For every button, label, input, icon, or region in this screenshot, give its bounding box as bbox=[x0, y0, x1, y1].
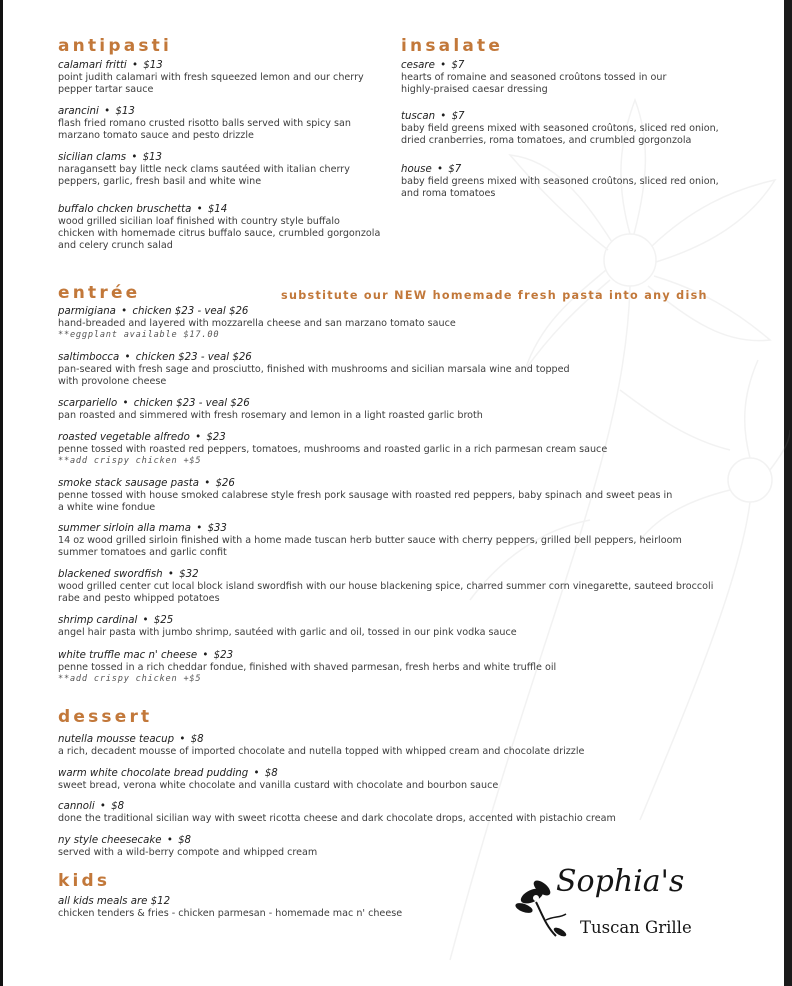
item-description: penne tossed with roasted red peppers, tomatoes, mushrooms and roasted garlic in a rich parmesan cream sauce bbox=[58, 444, 608, 455]
item-name: house bbox=[401, 164, 432, 175]
item-description: 14 oz wood grilled sirloin finished with a home made tuscan herb butter sauce with cherry peppers, grilled bell peppers, heirloom summer tomatoes and garlic confit bbox=[58, 535, 682, 559]
item-name: cesare bbox=[401, 60, 435, 71]
item-description: served with a wild-berry compote and whipped cream bbox=[58, 847, 318, 858]
item-description: chicken tenders & fries - chicken parmesan - homemade mac n' cheese bbox=[58, 908, 403, 919]
item-description: naragansett bay little neck clams sautéed with italian cherry peppers, garlic, fresh basil and white wine bbox=[58, 164, 350, 188]
insalate-heading: insalate bbox=[401, 36, 504, 56]
menu-item: warm white chocolate bread pudding • $8 sweet bread, verona white chocolate and vanilla custard with chocolate and bourbon sauce bbox=[58, 768, 499, 791]
item-description: penne tossed with house smoked calabrese style fresh pork sausage with roasted red peppers, baby spinach and sweet peas in a white wine fondue bbox=[58, 490, 673, 514]
item-price: $8 bbox=[264, 768, 278, 779]
item-price: $33 bbox=[207, 523, 227, 534]
menu-item: cesare • $7 hearts of romaine and seasoned croûtons tossed in our highly-praised caesar dressing bbox=[401, 60, 667, 96]
menu-item: arancini • $13 flash fried romano crusted risotto balls served with spicy san marzano tomato sauce and pesto drizzle bbox=[58, 106, 351, 142]
menu-item: saltimbocca • chicken $23 - veal $26 pan-seared with fresh sage and prosciutto, finished with mushrooms and sicilian marsala wine and topped with provolone cheese bbox=[58, 352, 570, 388]
item-addon: **add crispy chicken +$5 bbox=[58, 674, 202, 685]
item-description: sweet bread, verona white chocolate and vanilla custard with chocolate and bourbon sauce bbox=[58, 780, 499, 791]
page-border-left bbox=[0, 0, 3, 986]
item-price: $13 bbox=[142, 152, 163, 163]
menu-item: nutella mousse teacup • $8 a rich, decadent mousse of imported chocolate and nutella topped with whipped cream and chocolate drizzle bbox=[58, 734, 585, 757]
logo-subtitle: Tuscan Grille bbox=[580, 918, 692, 937]
item-name: ny style cheesecake bbox=[58, 835, 162, 846]
item-price: $25 bbox=[153, 615, 174, 626]
menu-item: blackened swordfish • $32 wood grilled center cut local block island swordfish with our house blackening spice, charred summer corn vinegarette, sauteed broccoli rabe and pesto whipped potatoes bbox=[58, 569, 714, 605]
logo-script-text: Sophia's bbox=[556, 864, 685, 899]
item-price: chicken $23 - veal $26 bbox=[133, 398, 250, 409]
item-description: hand-breaded and layered with mozzarella cheese and san marzano tomato sauce bbox=[58, 318, 456, 329]
pasta-substitution-note: substitute our NEW homemade fresh pasta into any dish bbox=[281, 289, 708, 302]
menu-item: summer sirloin alla mama • $33 14 oz wood grilled sirloin finished with a home made tuscan herb butter sauce with cherry peppers, grilled bell peppers, heirloom summer tomatoes and garlic confit bbox=[58, 523, 682, 559]
item-price: $14 bbox=[207, 204, 228, 215]
item-price: $26 bbox=[215, 478, 235, 489]
item-description: point judith calamari with fresh squeezed lemon and our cherry pepper tartar sauce bbox=[58, 72, 364, 96]
item-price: $13 bbox=[143, 60, 163, 71]
restaurant-logo bbox=[512, 860, 722, 946]
item-price: $8 bbox=[190, 734, 204, 745]
menu-item: calamari fritti • $13 point judith calamari with fresh squeezed lemon and our cherry pepper tartar sauce bbox=[58, 60, 364, 96]
antipasti-heading: antipasti bbox=[58, 36, 173, 56]
menu-item: house • $7 baby field greens mixed with seasoned croûtons, sliced red onion, and roma tomatoes bbox=[401, 164, 719, 200]
item-description: hearts of romaine and seasoned croûtons tossed in our highly-praised caesar dressing bbox=[401, 72, 667, 96]
menu-item bbox=[58, 896, 402, 920]
item-name: parmigiana bbox=[58, 306, 116, 317]
item-description: pan roasted and simmered with fresh rosemary and lemon in a light roasted garlic broth bbox=[58, 410, 483, 421]
item-price: $23 bbox=[213, 650, 234, 661]
item-price: $23 bbox=[206, 432, 226, 443]
item-name: cannoli bbox=[58, 801, 95, 812]
item-price: $8 bbox=[178, 835, 192, 846]
item-description: baby field greens mixed with seasoned croûtons, sliced red onion, dried cranberries, roma tomatoes, and crumbled gorgonzola bbox=[401, 123, 719, 147]
menu-item: cannoli • $8 done the traditional sicilian way with sweet ricotta cheese and dark chocolate drops, accented with pistachio cream bbox=[58, 801, 616, 824]
item-description: wood grilled center cut local block island swordfish with our house blackening spice, charred summer corn vinegarette, sauteed broccoli rabe and pesto whipped potatoes bbox=[58, 581, 714, 605]
menu-item: tuscan • $7 baby field greens mixed with seasoned croûtons, sliced red onion, dried cranberries, roma tomatoes, and crumbled gorgonzola bbox=[401, 111, 719, 147]
item-name: white truffle mac n' cheese bbox=[58, 650, 198, 661]
item-description: penne tossed in a rich cheddar fondue, finished with shaved parmesan, fresh herbs and white truffle oil bbox=[58, 662, 557, 673]
item-name: roasted vegetable alfredo bbox=[58, 432, 190, 443]
item-price: $7 bbox=[448, 164, 462, 175]
menu-item: sicilian clams • $13 naragansett bay little neck clams sautéed with italian cherry peppers, garlic, fresh basil and white wine bbox=[58, 152, 350, 188]
item-price: chicken $23 - veal $26 bbox=[135, 352, 252, 363]
item-description: wood grilled sicilian loaf finished with country style buffalo chicken with homemade citrus buffalo sauce, crumbled gorgonzola and celery crunch salad bbox=[58, 216, 381, 252]
item-name: shrimp cardinal bbox=[58, 615, 138, 626]
menu-item: scarpariello • chicken $23 - veal $26 pan roasted and simmered with fresh rosemary and lemon in a light roasted garlic broth bbox=[58, 398, 483, 421]
item-name: calamari fritti bbox=[58, 60, 127, 71]
item-name: sicilian clams bbox=[58, 152, 127, 163]
item-description: baby field greens mixed with seasoned croûtons, sliced red onion, and roma tomatoes bbox=[401, 176, 719, 200]
item-addon: **add crispy chicken +$5 bbox=[58, 456, 202, 467]
item-description: pan-seared with fresh sage and prosciutto, finished with mushrooms and sicilian marsala wine and topped with provolone cheese bbox=[58, 364, 570, 388]
item-price: chicken $23 - veal $26 bbox=[132, 306, 249, 317]
menu-item: roasted vegetable alfredo • $23 penne tossed with roasted red peppers, tomatoes, mushrooms and roasted garlic in a rich parmesan cream sauce **add crispy chicken +$5 bbox=[58, 432, 608, 467]
item-price: $7 bbox=[451, 60, 465, 71]
item-description: a rich, decadent mousse of imported chocolate and nutella topped with whipped cream and chocolate drizzle bbox=[58, 746, 585, 757]
item-name: scarpariello bbox=[58, 398, 118, 409]
item-name: arancini bbox=[58, 106, 99, 117]
entree-heading: entrée bbox=[58, 283, 141, 303]
item-name: summer sirloin alla mama bbox=[58, 523, 191, 534]
item-name: warm white chocolate bread pudding bbox=[58, 768, 249, 779]
item-name: nutella mousse teacup bbox=[58, 734, 175, 745]
item-description: done the traditional sicilian way with sweet ricotta cheese and dark chocolate drops, accented with pistachio cream bbox=[58, 813, 616, 824]
menu-item: smoke stack sausage pasta • $26 penne tossed with house smoked calabrese style fresh pork sausage with roasted red peppers, baby spinach and sweet peas in a white wine fondue bbox=[58, 478, 673, 514]
item-price: $8 bbox=[111, 801, 125, 812]
item-name: all kids meals are $12 bbox=[58, 896, 171, 907]
menu-item: shrimp cardinal • $25 angel hair pasta with jumbo shrimp, sautéed with garlic and oil, tossed in our pink vodka sauce bbox=[58, 615, 517, 638]
item-name: tuscan bbox=[401, 111, 436, 122]
item-name: buffalo chcken bruschetta bbox=[58, 204, 192, 215]
item-name: smoke stack sausage pasta bbox=[58, 478, 199, 489]
item-price: $13 bbox=[115, 106, 135, 117]
menu-item: parmigiana • chicken $23 - veal $26 hand-breaded and layered with mozzarella cheese and san marzano tomato sauce **eggplant available $17.00 bbox=[58, 306, 456, 341]
dessert-heading: dessert bbox=[58, 707, 153, 727]
item-addon: **eggplant available $17.00 bbox=[58, 330, 220, 341]
menu-item: white truffle mac n' cheese • $23 penne tossed in a rich cheddar fondue, finished with shaved parmesan, fresh herbs and white truffle oil **add crispy chicken +$5 bbox=[58, 650, 557, 685]
item-price: $32 bbox=[179, 569, 199, 580]
item-description: angel hair pasta with jumbo shrimp, sautéed with garlic and oil, tossed in our pink vodka sauce bbox=[58, 627, 517, 638]
menu-item: ny style cheesecake • $8 served with a wild-berry compote and whipped cream bbox=[58, 835, 318, 858]
menu-item: buffalo chcken bruschetta • $14 wood grilled sicilian loaf finished with country style buffalo chicken with homemade citrus buffalo sauce, crumbled gorgonzola and celery crunch salad bbox=[58, 204, 381, 252]
item-name: saltimbocca bbox=[58, 352, 120, 363]
item-price: $7 bbox=[451, 111, 465, 122]
item-description: flash fried romano crusted risotto balls served with spicy san marzano tomato sauce and pesto drizzle bbox=[58, 118, 351, 142]
item-name: blackened swordfish bbox=[58, 569, 163, 580]
kids-heading: kids bbox=[58, 871, 111, 891]
